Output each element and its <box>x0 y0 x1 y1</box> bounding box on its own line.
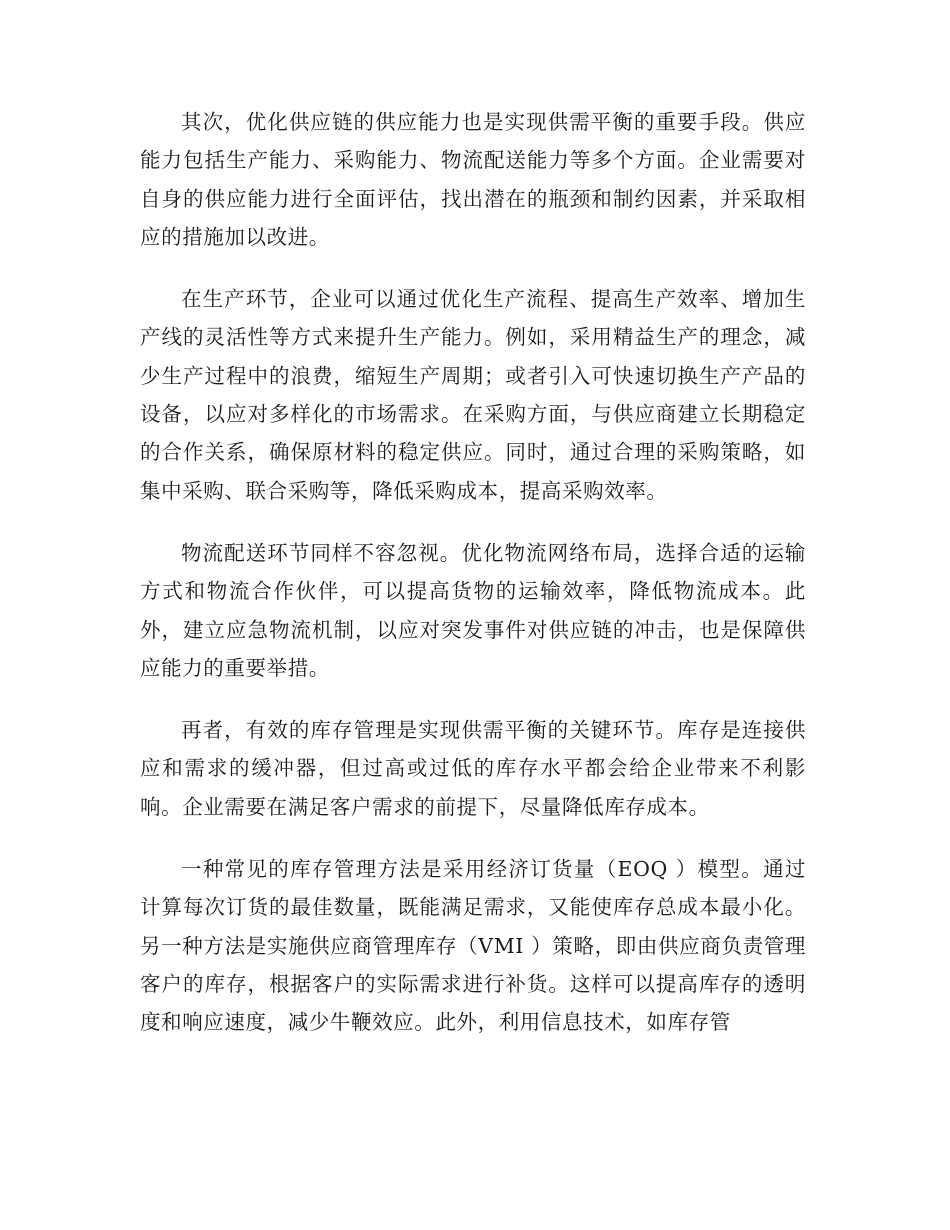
paragraph-supply-capability: 其次，优化供应链的供应能力也是实现供需平衡的重要手段。供应能力包括生产能力、采购能力、物流配送能力等多个方面。企业需要对自身的供应能力进行全面评估，找出潜在的瓶颈和制约因素，并采取相应的措施加以改进。 <box>140 110 806 249</box>
paragraph-production-procurement: 在生产环节，企业可以通过优化生产流程、提高生产效率、增加生产线的灵活性等方式来提升生产能力。例如，采用精益生产的理念，减少生产过程中的浪费，缩短生产周期；或者引入可快速切换生产产品的设备，以应对多样化的市场需求。在采购方面，与供应商建立长期稳定的合作关系，确保原材料的稳定供应。同时，通过合理的采购策略，如集中采购、联合采购等，降低采购成本，提高采购效率。 <box>140 287 806 503</box>
document-body <box>140 103 806 1066</box>
paragraph-inventory-management: 再者，有效的库存管理是实现供需平衡的关键环节。库存是连接供应和需求的缓冲器，但过高或过低的库存水平都会给企业带来不利影响。企业需要在满足客户需求的前提下，尽量降低库存成本。 <box>140 718 806 819</box>
paragraph-inventory-methods: 一种常见的库存管理方法是采用经济订货量（EOQ ）模型。通过计算每次订货的最佳数量，既能满足需求，又能使库存总成本最小化。另一种方法是实施供应商管理库存（VMI ）策略，即由供应商负责管理客户的库存，根据客户的实际需求进行补货。这样可以提高库存的透明度和响应速度，减少牛鞭效应。此外，利用信息技术，如库存管 <box>140 857 806 1035</box>
paragraph-logistics: 物流配送环节同样不容忽视。优化物流网络布局，选择合适的运输方式和物流合作伙伴，可以提高货物的运输效率，降低物流成本。此外，建立应急物流机制，以应对突发事件对供应链的冲击，也是保障供应能力的重要举措。 <box>140 540 806 680</box>
